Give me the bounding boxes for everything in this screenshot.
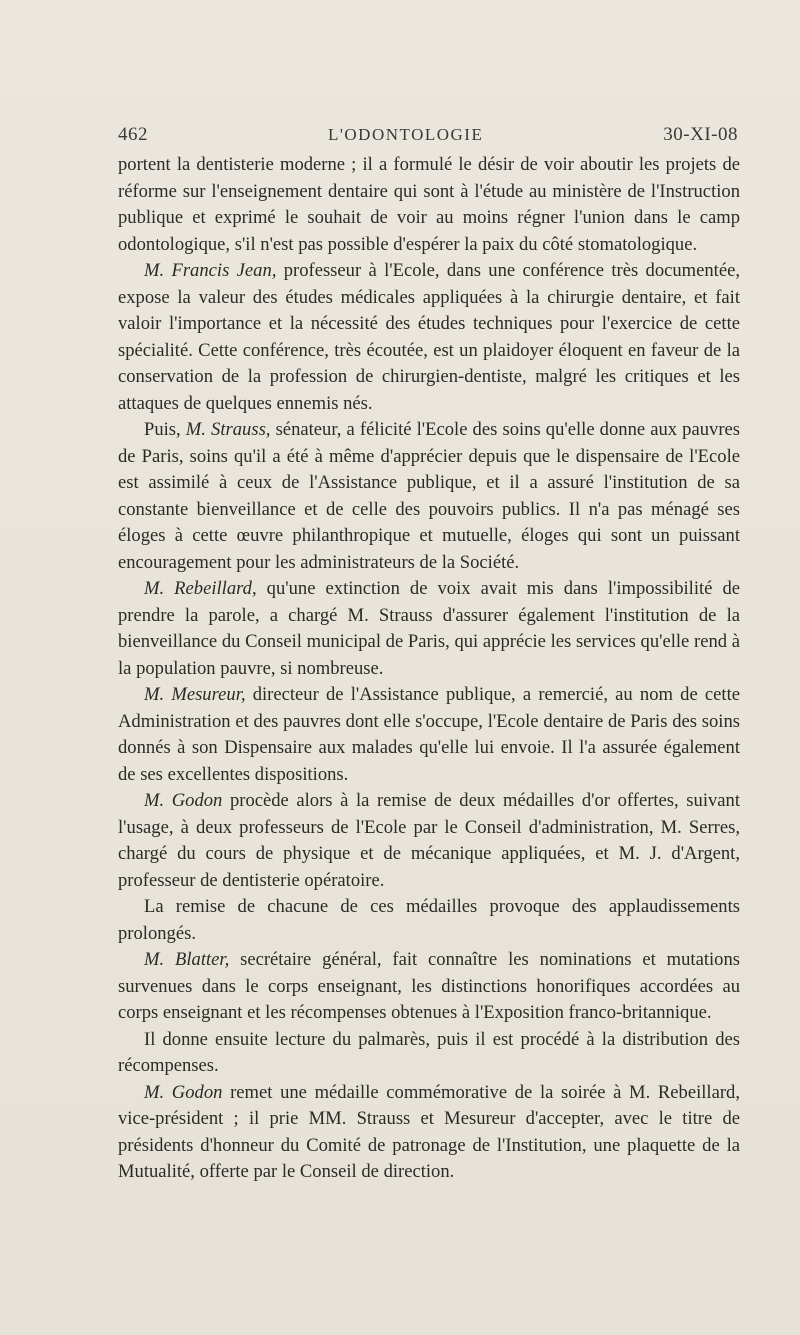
speaker-name: M. Blatter, — [144, 949, 230, 970]
speaker-name: M. Godon — [144, 1081, 223, 1103]
paragraph: portent la dentisterie moderne ; il a formulé le désir de voir aboutir les projets de réforme sur l'enseignement dentaire qui sont à l'étude au ministère de l'Instruction publique et exprimé le souhait de voir au moins régner l'union dans le camp odontologique, s'il n'est pas possible d'espérer la paix du côté stomatologique. — [118, 154, 740, 255]
issue-date: 30-XI-08 — [663, 124, 738, 145]
paragraph: M. Blatter, secrétaire général, fait connaître les nominations et mutations survenues dans le corps enseignant, les distinctions honorifiques accordées au corps enseignant et les récompenses obtenues à l'Exposition franco-britannique. — [118, 949, 741, 1023]
speaker-name: M. Strauss, — [185, 419, 271, 440]
paragraph: M. Mesureur, directeur de l'Assistance publique, a remercié, au nom de cette Administration et des pauvres dont elle s'occupe, l'Ecole dentaire de Paris des soins donnés à son Dispensaire aux malades qu'elle lui envoie. Il l'a assurée également de ses excellentes dispositions. — [118, 684, 741, 785]
paragraph: M. Francis Jean, professeur à l'Ecole, dans une conférence très documentée, expose la valeur des études médicales appliquées à la chirurgie dentaire, et fait valoir l'importance et la nécessité des études techniques pour l'exercice de cette spécialité. Cette conférence, très écoutée, est un plaidoyer éloquent en faveur de la conservation de la profession de chirurgien-dentiste, malgré les critiques et les attaques de quelques ennemis nés. — [118, 260, 740, 414]
speaker-name: M. Rebeillard, — [144, 578, 257, 599]
paragraph: M. Godon procède alors à la remise de deux médailles d'or offertes, suivant l'usage, à deux professeurs de l'Ecole par le Conseil d'administration, M. Serres, chargé du cours de physique et de mécanique appliquées, et M. J. d'Argent, professeur de dentisterie opératoire. — [118, 790, 740, 891]
body-text — [118, 152, 740, 1186]
speaker-name: M. Mesureur, — [144, 684, 246, 705]
speaker-name: M. Francis Jean, — [144, 260, 277, 281]
paragraph: Puis, M. Strauss, sénateur, a félicité l'Ecole des soins qu'elle donne aux pauvres de Paris, soins qu'il a été à même d'apprécier depuis que le dispensaire de l'Ecole est assimilé à ceux de l'Assistance publique, et il a assuré l'institution de sa constante bienveillance et de celle des pouvoirs publics. Il n'a pas ménagé ses éloges à cette œuvre philanthropique et mutuelle, éloges qui sont un puissant encouragement pour les administrateurs de la Société. — [118, 419, 741, 573]
speaker-name: M. Godon — [144, 790, 223, 811]
running-header — [118, 124, 738, 146]
paragraph: La remise de chacune de ces médailles provoque des applaudissements prolongés. — [118, 896, 740, 944]
paragraph: Il donne ensuite lecture du palmarès, puis il est procédé à la distribution des récompenses. — [118, 1028, 740, 1076]
page-number: 462 — [118, 124, 148, 145]
paragraph: M. Godon remet une médaille commémorative de la soirée à M. Rebeillard, vice-président ; il prie MM. Strauss et Mesureur d'accepter, avec le titre de présidents d'honneur du Comité de patronage de l'Institution, une plaquette de la Mutualité, offerte par le Conseil de direction. — [118, 1081, 740, 1182]
running-title: L'ODONTOLOGIE — [327, 125, 484, 144]
paragraph: M. Rebeillard, qu'une extinction de voix avait mis dans l'impossibilité de prendre la parole, a chargé M. Strauss d'assurer également l'institution de la bienveillance du Conseil municipal de Paris, qui apprécie les services qu'elle rend à la population pauvre, si nombreuse. — [118, 578, 741, 679]
